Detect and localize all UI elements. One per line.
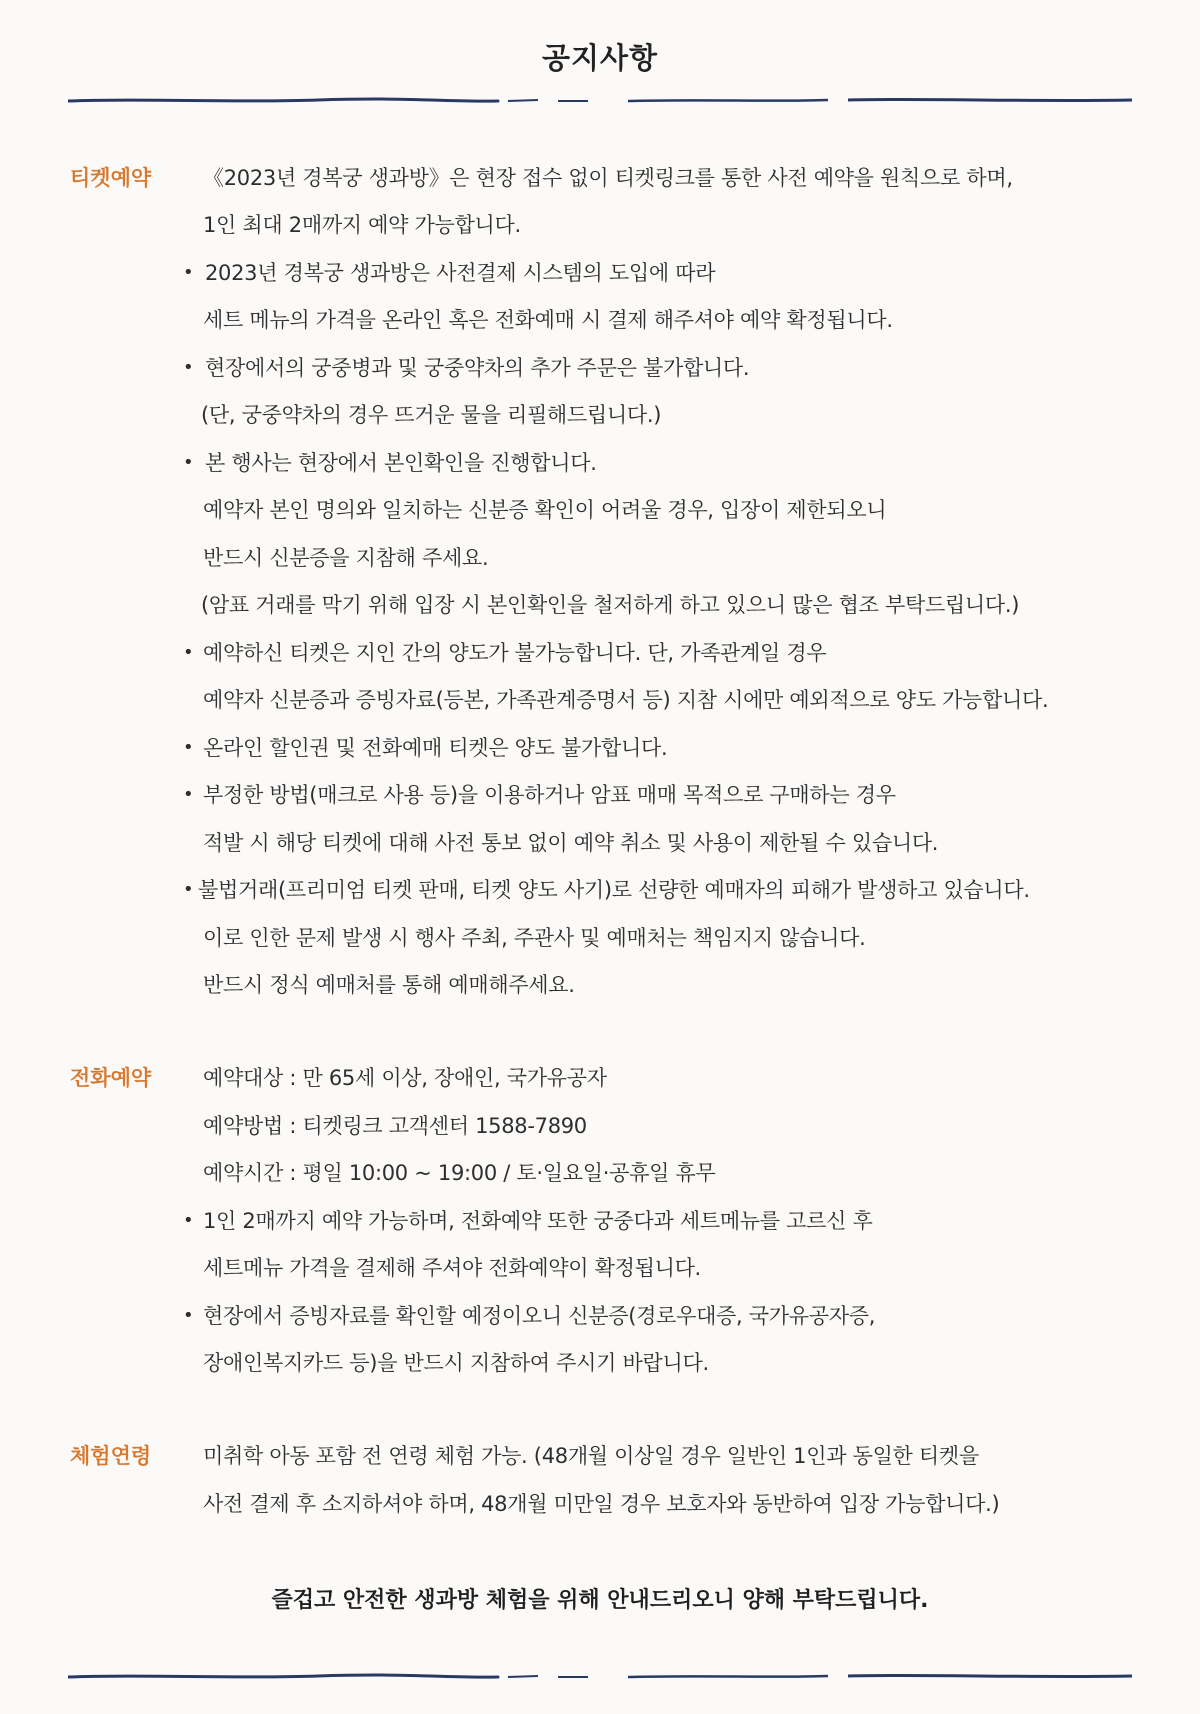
notice-line: (단, 궁중약차의 경우 뜨거운 물을 리필해드립니다.) bbox=[201, 403, 662, 427]
bullet-icon: • bbox=[183, 642, 194, 663]
notice-line: 사전 결제 후 소지하셔야 하며, 48개월 미만일 경우 보호자와 동반하여 입장 가능합니다.) bbox=[203, 1492, 1000, 1516]
bullet-icon: • bbox=[183, 737, 194, 758]
notice-line: 예약자 본인 명의와 일치하는 신분증 확인이 어려울 경우, 입장이 제한되오니 bbox=[203, 498, 887, 522]
bullet-icon: • bbox=[183, 357, 194, 378]
notice-line: 적발 시 해당 티켓에 대해 사전 통보 없이 예약 취소 및 사용이 제한될 수 있습니다. bbox=[203, 831, 939, 855]
notice-line: 미취학 아동 포함 전 연령 체험 가능. (48개월 이상일 경우 일반인 1인과 동일한 티켓을 bbox=[203, 1444, 979, 1468]
notice-line: 예약대상 : 만 65세 이상, 장애인, 국가유공자 bbox=[203, 1066, 607, 1090]
bullet-icon: • bbox=[183, 1210, 194, 1231]
notice-line: 세트 메뉴의 가격을 온라인 혹은 전화예매 시 결제 해주셔야 예약 확정됩니다. bbox=[203, 308, 893, 332]
bullet-icon: • bbox=[183, 784, 194, 805]
bullet-icon: • bbox=[183, 262, 194, 283]
notice-line: 부정한 방법(매크로 사용 등)을 이용하거나 암표 매매 목적으로 구매하는 경우 bbox=[203, 783, 896, 807]
bullet-icon: • bbox=[183, 452, 194, 473]
notice-line: 세트메뉴 가격을 결제해 주셔야 전화예약이 확정됩니다. bbox=[203, 1256, 701, 1280]
notice-line: 현장에서 증빙자료를 확인할 예정이오니 신분증(경로우대증, 국가유공자증, bbox=[203, 1304, 876, 1328]
notice-line: 《2023년 경복궁 생과방》은 현장 접수 없이 티켓링크를 통한 사전 예약을 원칙으로 하며, bbox=[203, 166, 1013, 190]
notice-line: 본 행사는 현장에서 본인확인을 진행합니다. bbox=[205, 451, 597, 475]
notice-line: 예약자 신분증과 증빙자료(등본, 가족관계증명서 등) 지참 시에만 예외적으로 양도 가능합니다. bbox=[203, 688, 1049, 712]
section-label-age: 체험연령 bbox=[70, 1444, 152, 1468]
bullet-icon: • bbox=[183, 1305, 194, 1326]
page-title: 공지사항 bbox=[541, 41, 659, 75]
notice-line: 불법거래(프리미엄 티켓 판매, 티켓 양도 사기)로 선량한 예매자의 피해가 발생하고 있습니다. bbox=[198, 878, 1030, 902]
brush-divider-bottom bbox=[68, 1670, 1132, 1684]
notice-line: 반드시 신분증을 지참해 주세요. bbox=[203, 546, 489, 570]
notice-line: (암표 거래를 막기 위해 입장 시 본인확인을 철저하게 하고 있으니 많은 협조 부탁드립니다.) bbox=[201, 593, 1020, 617]
brush-divider-top bbox=[68, 94, 1132, 108]
notice-line: 1인 2매까지 예약 가능하며, 전화예약 또한 궁중다과 세트메뉴를 고르신 후 bbox=[203, 1209, 873, 1233]
notice-line: 예약방법 : 티켓링크 고객센터 1588-7890 bbox=[203, 1114, 587, 1138]
notice-line: 장애인복지카드 등)을 반드시 지참하여 주시기 바랍니다. bbox=[203, 1351, 709, 1375]
notice-line: 예약시간 : 평일 10:00 ~ 19:00 / 토·일요일·공휴일 휴무 bbox=[203, 1161, 716, 1185]
notice-line: 이로 인한 문제 발생 시 행사 주최, 주관사 및 예매처는 책임지지 않습니다. bbox=[203, 926, 866, 950]
notice-line: 예약하신 티켓은 지인 간의 양도가 불가능합니다. 단, 가족관계일 경우 bbox=[203, 641, 827, 665]
section-label-phone-reservation: 전화예약 bbox=[70, 1066, 152, 1090]
bullet-icon: • bbox=[183, 879, 194, 900]
notice-line: 1인 최대 2매까지 예약 가능합니다. bbox=[203, 213, 521, 237]
notice-line: 온라인 할인권 및 전화예매 티켓은 양도 불가합니다. bbox=[203, 736, 668, 760]
notice-line: 2023년 경복궁 생과방은 사전결제 시스템의 도입에 따라 bbox=[205, 261, 716, 285]
section-label-ticket-reservation: 티켓예약 bbox=[70, 166, 152, 190]
notice-line: 반드시 정식 예매처를 통해 예매해주세요. bbox=[203, 973, 575, 997]
closing-message: 즐겁고 안전한 생과방 체험을 위해 안내드리오니 양해 부탁드립니다. bbox=[271, 1588, 929, 1613]
notice-line: 현장에서의 궁중병과 및 궁중약차의 추가 주문은 불가합니다. bbox=[205, 356, 750, 380]
